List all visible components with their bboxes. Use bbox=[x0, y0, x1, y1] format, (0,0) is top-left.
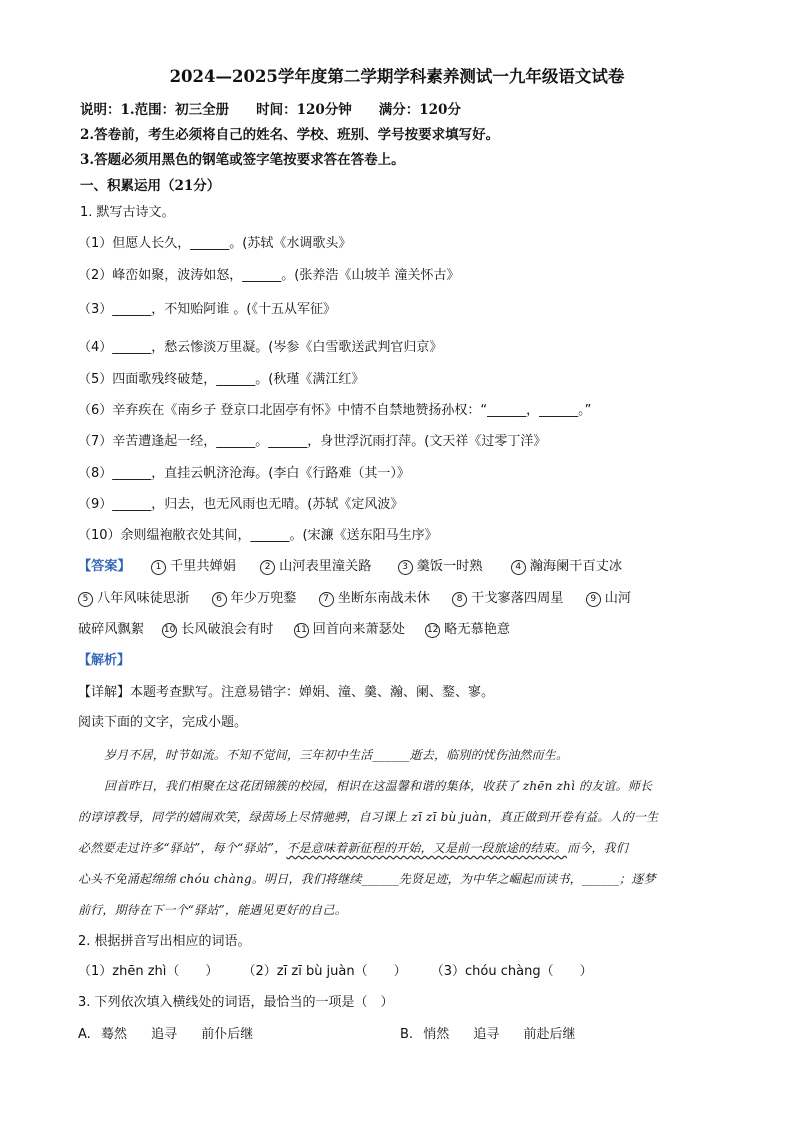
question-1-item: （10）余则缊袍敝衣处其间，______。(宋濂《送东阳马生序》 bbox=[78, 528, 438, 543]
answer-row-1 bbox=[78, 558, 622, 576]
answer-item: 10 长风破浪会有时 bbox=[163, 622, 274, 637]
answer-item: 1 千里共婵娟 bbox=[151, 559, 236, 574]
question-2-item: （1）zhēn zhì（ ） bbox=[78, 964, 219, 979]
question-2-stem: 2. 根据拼音写出相应的词语。 bbox=[78, 934, 251, 949]
section-heading: 一、积累运用（21分） bbox=[80, 178, 221, 194]
answer-item: 9 山河 bbox=[586, 591, 631, 606]
answer-tag: 【答案】 bbox=[78, 559, 131, 574]
answer-item: 5 八年风味徒思浙 bbox=[78, 591, 189, 606]
question-1-item: （4）______，愁云惨淡万里凝。(岑参《白雪歌送武判官归京》 bbox=[78, 340, 443, 355]
wavy-underlined-sentence: 不是意味着新征程的开始，又是前一段旅途的结束。 bbox=[286, 841, 567, 855]
exam-title: 2024—2025学年度第二学期学科素养测试一九年级语文试卷 bbox=[169, 67, 625, 86]
answer-item: 8 干戈寥落四周星 bbox=[452, 591, 563, 606]
option-b: B. 悄然 追寻 前赴后继 bbox=[400, 1027, 576, 1042]
passage-line: 心头不免涌起绵绵 chóu chàng。明日，我们将继续______先贤足迹，为中华之崛起而读书，______；逐梦 bbox=[78, 872, 656, 886]
question-1-item: （5）四面歌残终破楚，______。(秋瑾《满江红》 bbox=[78, 372, 365, 387]
answer-item: 破碎风飘絮 bbox=[78, 622, 144, 637]
question-1-item: （7）辛苦遭逢起一经，______。______，身世浮沉雨打萍。(文天祥《过零丁洋》 bbox=[78, 434, 547, 449]
analysis-tag: 【解析】 bbox=[78, 653, 131, 668]
instruction-1: 说明：1.范围：初三全册 时间：120分钟 满分：120分 bbox=[80, 102, 461, 118]
question-2-item: （3）chóu chàng（ ） bbox=[430, 964, 593, 979]
question-1-stem: 1. 默写古诗文。 bbox=[80, 205, 175, 220]
answer-row-2 bbox=[78, 590, 631, 608]
reading-intro: 阅读下面的文字，完成小题。 bbox=[78, 715, 248, 730]
question-1-item: （6）辛弃疾在《南乡子 登京口北固亭有怀》中情不自禁地赞扬孙权：“______，______。” bbox=[78, 403, 592, 418]
question-1-item: （3）______，不知贻阿谁 。(《十五从军征》 bbox=[78, 302, 336, 317]
answer-item: 7 坐断东南战未休 bbox=[319, 591, 430, 606]
passage-line: 回首昨日，我们相聚在这花团锦簇的校园，相识在这温馨和谐的集体，收获了 zhēn zhì 的友谊。师长 bbox=[104, 779, 653, 793]
question-3-stem: 3. 下列依次填入横线处的词语，最恰当的一项是（ ） bbox=[78, 995, 394, 1010]
answer-item: 6 年少万兜鍪 bbox=[212, 591, 297, 606]
answer-item: 12 略无慕艳意 bbox=[426, 622, 511, 637]
detail-text: 【详解】本题考查默写。注意易错字：婵娟、潼、羹、瀚、阑、鍪、寥。 bbox=[78, 685, 495, 700]
passage-line: 的谆谆教导，同学的嬉闹欢笑，绿茵场上尽情驰骋，自习课上 zī zī bù juàn，真正做到开卷有益。人的一生 bbox=[78, 810, 659, 824]
question-1-item: （1）但愿人长久，______。(苏轼《水调歌头》 bbox=[78, 236, 352, 251]
answer-item: 4 瀚海阑干百丈冰 bbox=[511, 559, 622, 574]
option-a: A. 蓦然 追寻 前仆后继 bbox=[78, 1027, 254, 1042]
question-2-items bbox=[78, 963, 593, 981]
question-1-item: （8）______，直挂云帆济沧海。(李白《行路难（其一）》 bbox=[78, 466, 410, 481]
instruction-2: 2.答卷前，考生必须将自己的姓名、学校、班别、学号按要求填写好。 bbox=[80, 127, 500, 143]
question-2-item: （2）zī zī bù juàn（ ） bbox=[242, 964, 407, 979]
instruction-3: 3.答题必须用黑色的钢笔或签字笔按要求答在答卷上。 bbox=[80, 152, 405, 168]
answer-item: 3 羹饭一时熟 bbox=[398, 559, 483, 574]
passage-line: 必然要走过许多“驿站”，每个“驿站”，不是意味着新征程的开始，又是前一段旅途的结束。而今，我们 bbox=[78, 841, 628, 855]
answer-item: 2 山河表里潼关路 bbox=[260, 559, 371, 574]
passage-paragraph-1: 岁月不居，时节如流。不知不觉间，三年初中生活______逝去，临别的忧伤油然而生。 bbox=[104, 748, 569, 762]
answer-item: 11 回首向来萧瑟处 bbox=[295, 622, 405, 637]
question-1-item: （9）______，归去，也无风雨也无晴。(苏轼《定风波》 bbox=[78, 497, 404, 512]
passage-line: 前行，期待在下一个“驿站”，能遇见更好的自己。 bbox=[78, 903, 347, 917]
question-1-item: （2）峰峦如聚，波涛如怒，______。(张养浩《山坡羊 潼关怀古》 bbox=[78, 268, 460, 283]
answer-row-3 bbox=[78, 621, 510, 639]
